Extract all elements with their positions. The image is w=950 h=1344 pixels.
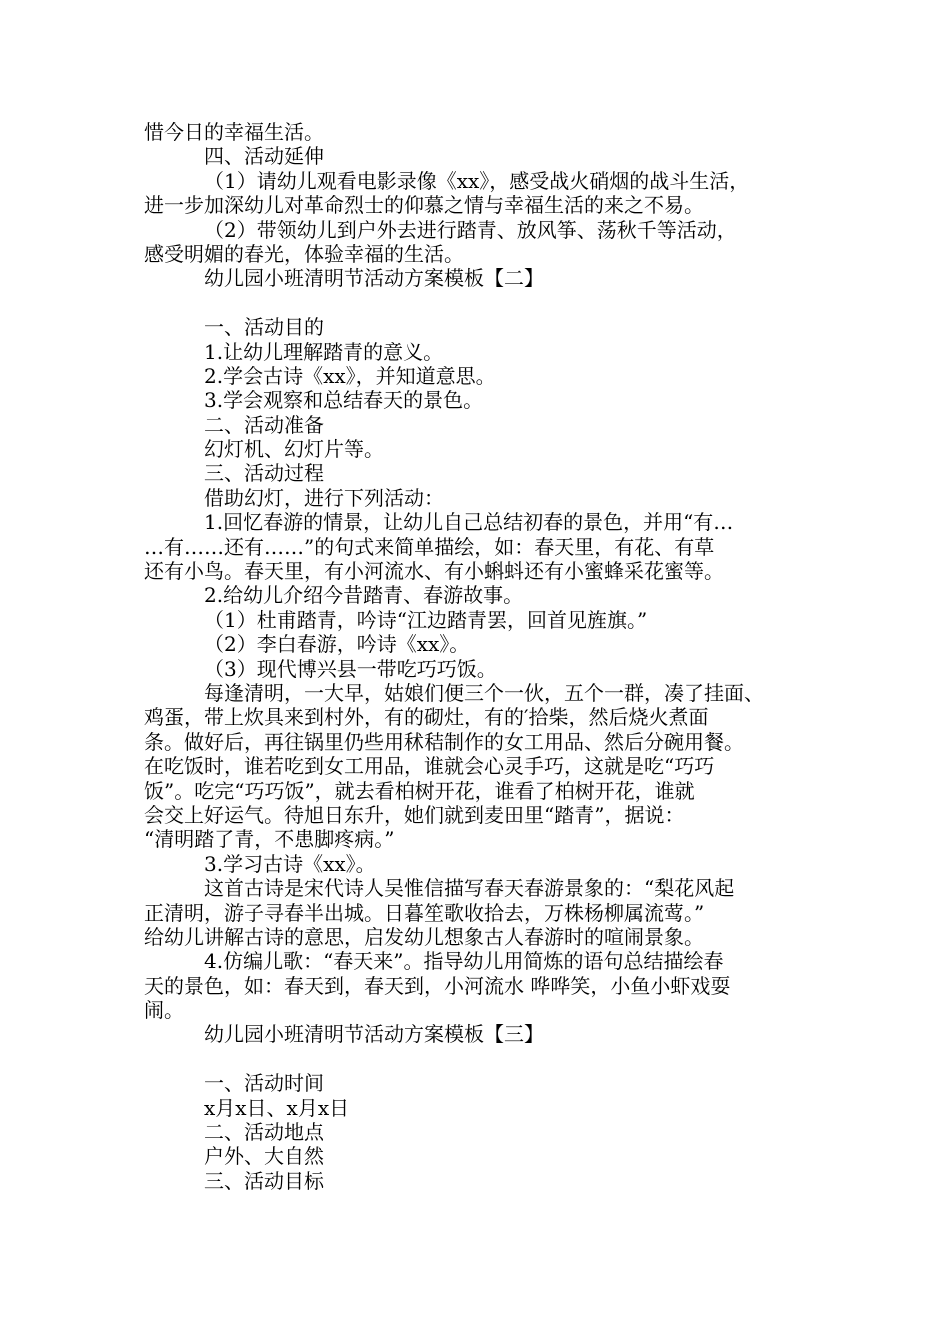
text-line: 4.仿编儿歌：“春天来”。指导幼儿用简炼的语句总结描绘春	[204, 949, 724, 974]
text-line: 进一步加深幼儿对革命烈士的仰慕之情与幸福生活的来之不易。	[144, 193, 704, 218]
text-line: 二、活动地点	[204, 1120, 324, 1145]
text-line: （2）带领幼儿到户外去进行踏青、放风筝、荡秋千等活动，	[204, 217, 737, 242]
text-line: 正清明，游子寻春半出城。日暮笙歌收拾去，万株杨柳属流莺。”	[144, 900, 705, 925]
text-line: （1）杜甫踏青，吟诗“江边踏青罢，回首见旌旗。”	[204, 607, 648, 632]
text-line: x月x日、x月x日	[204, 1095, 350, 1120]
text-line: 3.学习古诗《xx》。	[204, 851, 376, 876]
text-line: 四、活动延伸	[204, 144, 324, 169]
text-line: 借助幻灯，进行下列活动：	[204, 485, 444, 510]
text-line: 鸡蛋，带上炊具来到村外，有的砌灶，有的′拾柴，然后烧火煮面	[144, 705, 709, 730]
text-line: 在吃饭时，谁若吃到女工用品，谁就会心灵手巧，这就是吃“巧巧	[144, 754, 715, 779]
text-line: 幼儿园小班清明节活动方案模板【三】	[204, 1022, 544, 1047]
blank-line	[144, 291, 816, 315]
text-line: （3）现代博兴县一带吃巧巧饭。	[204, 656, 497, 681]
text-line: 会交上好运气。待旭日东升，她们就到麦田里“踏青”，据说：	[144, 802, 685, 827]
text-line: 惜今日的幸福生活。	[144, 120, 324, 144]
text-line: 一、活动目的	[204, 315, 324, 340]
text-line: 二、活动准备	[204, 412, 324, 437]
text-line: （1）请幼儿观看电影录像《xx》，感受战火硝烟的战斗生活，	[204, 168, 750, 193]
document-page	[144, 120, 816, 1193]
text-line: 户外、大自然	[204, 1144, 324, 1169]
text-line: 这首古诗是宋代诗人吴惟信描写春天春游景象的：“梨花风起	[204, 876, 735, 901]
text-line: 每逢清明，一大早，姑娘们便三个一伙，五个一群，凑了挂面、	[204, 680, 764, 705]
text-line: 幻灯机、幻灯片等。	[204, 437, 384, 462]
text-line: 三、活动过程	[204, 461, 324, 486]
text-line: 2.给幼儿介绍今昔踏青、春游故事。	[204, 583, 524, 608]
text-line: …有……还有……”的句式来简单描绘，如：春天里，有花、有草	[144, 534, 715, 559]
text-line: 一、活动时间	[204, 1071, 324, 1096]
text-line: 三、活动目标	[204, 1168, 324, 1193]
text-line: 天的景色，如：春天到，春天到，小河流水 哗哗笑，小鱼小虾戏耍	[144, 973, 731, 998]
text-line: 3.学会观察和总结春天的景色。	[204, 388, 484, 413]
text-line: 给幼儿讲解古诗的意思，启发幼儿想象古人春游时的喧闹景象。	[144, 924, 704, 949]
text-line: 条。做好后，再往锅里仍些用秫秸制作的女工用品、然后分碗用餐。	[144, 729, 744, 754]
text-line: “清明踏了青，不患脚疼病。”	[144, 827, 395, 852]
text-line: 还有小鸟。春天里，有小河流水、有小蝌蚪还有小蜜蜂采花蜜等。	[144, 559, 724, 584]
text-line: 幼儿园小班清明节活动方案模板【二】	[204, 266, 544, 291]
text-line: 感受明媚的春光，体验幸福的生活。	[144, 241, 464, 266]
text-line: 闹。	[144, 998, 184, 1023]
text-line: 1.让幼儿理解踏青的意义。	[204, 339, 444, 364]
text-line: （2）李白春游，吟诗《xx》。	[204, 632, 470, 657]
blank-line	[144, 1047, 816, 1071]
text-line: 2.学会古诗《xx》，并知道意思。	[204, 363, 496, 388]
text-line: 1.回忆春游的情景，让幼儿自己总结初春的景色，并用“有…	[204, 510, 734, 535]
text-line: 饭”。吃完“巧巧饭”，就去看柏树开花，谁看了柏树开花，谁就	[144, 778, 695, 803]
